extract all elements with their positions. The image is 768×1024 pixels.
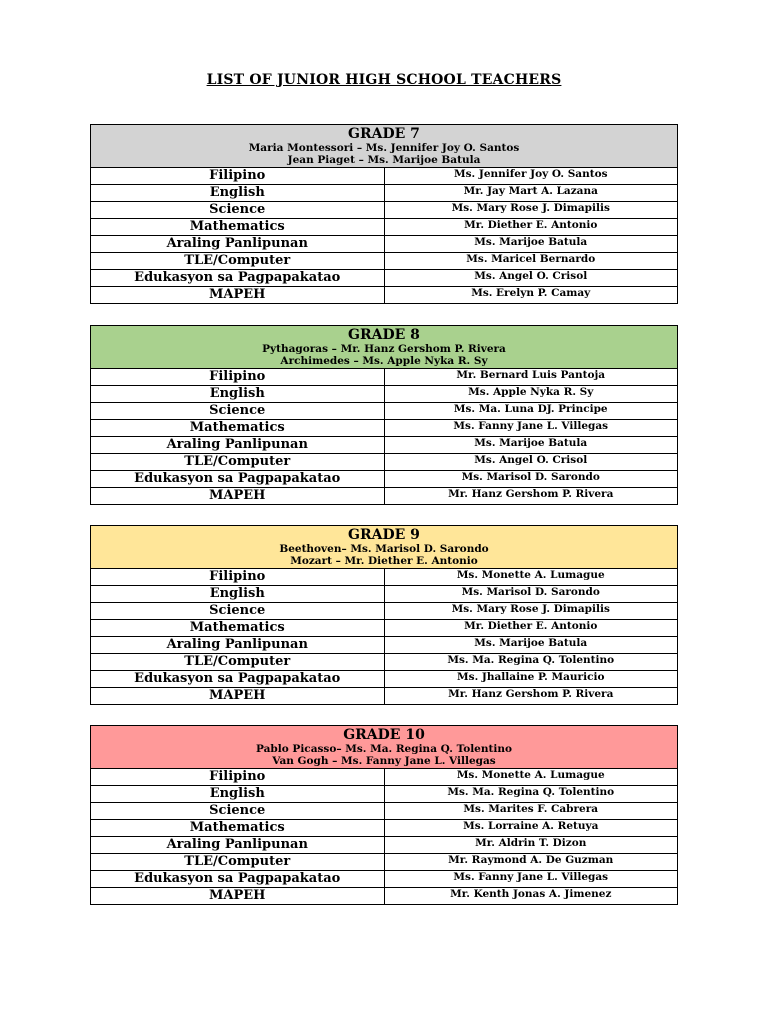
teacher-cell: Mr. Bernard Luis Pantoja — [384, 369, 678, 386]
teacher-cell: Ms. Apple Nyka R. Sy — [384, 386, 678, 403]
subject-cell: Filipino — [91, 369, 385, 386]
subject-cell: Mathematics — [91, 219, 385, 236]
teacher-cell: Mr. Diether E. Antonio — [384, 620, 678, 637]
teacher-cell: Ms. Lorraine A. Retuya — [384, 820, 678, 837]
table-row — [91, 820, 678, 837]
subject-cell: Filipino — [91, 569, 385, 586]
grade-7-table — [90, 124, 678, 304]
subject-cell: Edukasyon sa Pagpapakatao — [91, 671, 385, 688]
subject-cell: Science — [91, 803, 385, 820]
subject-cell: Filipino — [91, 168, 385, 185]
table-row — [91, 786, 678, 803]
table-row — [91, 654, 678, 671]
grade-8-table — [90, 325, 678, 505]
table-row — [91, 420, 678, 437]
table-row — [91, 888, 678, 905]
grade-9-table — [90, 525, 678, 705]
table-row — [91, 270, 678, 287]
subject-cell: MAPEH — [91, 488, 385, 505]
subject-cell: TLE/Computer — [91, 654, 385, 671]
subject-cell: Science — [91, 202, 385, 219]
subject-cell: Araling Panlipunan — [91, 837, 385, 854]
subject-cell: English — [91, 185, 385, 202]
teacher-cell: Ms. Monette A. Lumague — [384, 569, 678, 586]
grade-9-adviser-2: Mozart – Mr. Diether E. Antonio — [290, 555, 478, 567]
subject-cell: Filipino — [91, 769, 385, 786]
table-row — [91, 386, 678, 403]
grade-10-title: GRADE 10 — [343, 727, 425, 743]
subject-cell: Araling Panlipunan — [91, 637, 385, 654]
table-row — [91, 586, 678, 603]
subject-cell: TLE/Computer — [91, 454, 385, 471]
teacher-cell: Ms. Jhallaine P. Mauricio — [384, 671, 678, 688]
grade-8-title: GRADE 8 — [348, 327, 420, 343]
grade-10-adviser-1: Pablo Picasso– Ms. Ma. Regina Q. Tolentino — [256, 743, 512, 755]
subject-cell: Edukasyon sa Pagpapakatao — [91, 270, 385, 287]
grade-9-title: GRADE 9 — [348, 527, 420, 543]
grade-7-header — [91, 125, 678, 168]
teacher-cell: Mr. Diether E. Antonio — [384, 219, 678, 236]
table-row — [91, 219, 678, 236]
table-row — [91, 854, 678, 871]
table-row — [91, 688, 678, 705]
teacher-cell: Ms. Marijoe Batula — [384, 437, 678, 454]
teacher-cell: Ms. Maricel Bernardo — [384, 253, 678, 270]
table-row — [91, 471, 678, 488]
table-row — [91, 202, 678, 219]
teacher-cell: Ms. Fanny Jane L. Villegas — [384, 871, 678, 888]
subject-cell: Araling Panlipunan — [91, 236, 385, 253]
subject-cell: English — [91, 386, 385, 403]
teacher-cell: Ms. Marisol D. Sarondo — [384, 586, 678, 603]
teacher-cell: Mr. Hanz Gershom P. Rivera — [384, 488, 678, 505]
teacher-cell: Ms. Marisol D. Sarondo — [384, 471, 678, 488]
subject-cell: English — [91, 786, 385, 803]
teacher-cell: Mr. Raymond A. De Guzman — [384, 854, 678, 871]
teacher-cell: Ms. Ma. Regina Q. Tolentino — [384, 654, 678, 671]
grade-7-adviser-1: Maria Montessori – Ms. Jennifer Joy O. Santos — [248, 142, 520, 154]
table-row — [91, 871, 678, 888]
teacher-cell: Ms. Angel O. Crisol — [384, 270, 678, 287]
grade-10-table — [90, 725, 678, 905]
teacher-cell: Ms. Angel O. Crisol — [384, 454, 678, 471]
teacher-cell: Ms. Ma. Regina Q. Tolentino — [384, 786, 678, 803]
teacher-cell: Ms. Marijoe Batula — [384, 236, 678, 253]
grade-7-title: GRADE 7 — [348, 126, 420, 142]
subject-cell: MAPEH — [91, 287, 385, 304]
subject-cell: Mathematics — [91, 820, 385, 837]
teacher-cell: Ms. Erelyn P. Camay — [384, 287, 678, 304]
subject-cell: MAPEH — [91, 888, 385, 905]
table-row — [91, 403, 678, 420]
teacher-cell: Ms. Ma. Luna DJ. Principe — [384, 403, 678, 420]
table-row — [91, 769, 678, 786]
grade-7-adviser-2: Jean Piaget – Ms. Marijoe Batula — [287, 154, 481, 166]
subject-cell: Mathematics — [91, 620, 385, 637]
table-row — [91, 236, 678, 253]
subject-cell: Edukasyon sa Pagpapakatao — [91, 471, 385, 488]
grade-8-header — [91, 326, 678, 369]
table-row — [91, 253, 678, 270]
teacher-cell: Ms. Jennifer Joy O. Santos — [384, 168, 678, 185]
subject-cell: Mathematics — [91, 420, 385, 437]
table-row — [91, 369, 678, 386]
table-row — [91, 671, 678, 688]
grade-10-adviser-2: Van Gogh – Ms. Fanny Jane L. Villegas — [272, 755, 496, 767]
table-row — [91, 620, 678, 637]
teacher-cell: Mr. Aldrin T. Dizon — [384, 837, 678, 854]
teacher-cell: Ms. Marijoe Batula — [384, 637, 678, 654]
teacher-cell: Ms. Marites F. Cabrera — [384, 803, 678, 820]
subject-cell: TLE/Computer — [91, 253, 385, 270]
table-row — [91, 287, 678, 304]
table-row — [91, 837, 678, 854]
teacher-cell: Ms. Mary Rose J. Dimapilis — [384, 202, 678, 219]
table-row — [91, 603, 678, 620]
subject-cell: English — [91, 586, 385, 603]
table-row — [91, 454, 678, 471]
table-row — [91, 168, 678, 185]
table-row — [91, 437, 678, 454]
grade-8-adviser-2: Archimedes – Ms. Apple Nyka R. Sy — [280, 355, 488, 367]
table-row — [91, 637, 678, 654]
teacher-cell: Mr. Hanz Gershom P. Rivera — [384, 688, 678, 705]
subject-cell: Edukasyon sa Pagpapakatao — [91, 871, 385, 888]
subject-cell: Araling Panlipunan — [91, 437, 385, 454]
teacher-cell: Ms. Mary Rose J. Dimapilis — [384, 603, 678, 620]
subject-cell: Science — [91, 603, 385, 620]
teacher-cell: Mr. Jay Mart A. Lazana — [384, 185, 678, 202]
grade-9-header — [91, 526, 678, 569]
table-row — [91, 185, 678, 202]
subject-cell: Science — [91, 403, 385, 420]
table-row — [91, 569, 678, 586]
subject-cell: MAPEH — [91, 688, 385, 705]
grade-8-adviser-1: Pythagoras – Mr. Hanz Gershom P. Rivera — [262, 343, 506, 355]
teacher-cell: Ms. Monette A. Lumague — [384, 769, 678, 786]
teacher-cell: Ms. Fanny Jane L. Villegas — [384, 420, 678, 437]
subject-cell: TLE/Computer — [91, 854, 385, 871]
table-row — [91, 803, 678, 820]
teacher-cell: Mr. Kenth Jonas A. Jimenez — [384, 888, 678, 905]
grade-9-adviser-1: Beethoven– Ms. Marisol D. Sarondo — [279, 543, 489, 555]
document-title: LIST OF JUNIOR HIGH SCHOOL TEACHERS — [206, 72, 562, 88]
grade-10-header — [91, 726, 678, 769]
table-row — [91, 488, 678, 505]
